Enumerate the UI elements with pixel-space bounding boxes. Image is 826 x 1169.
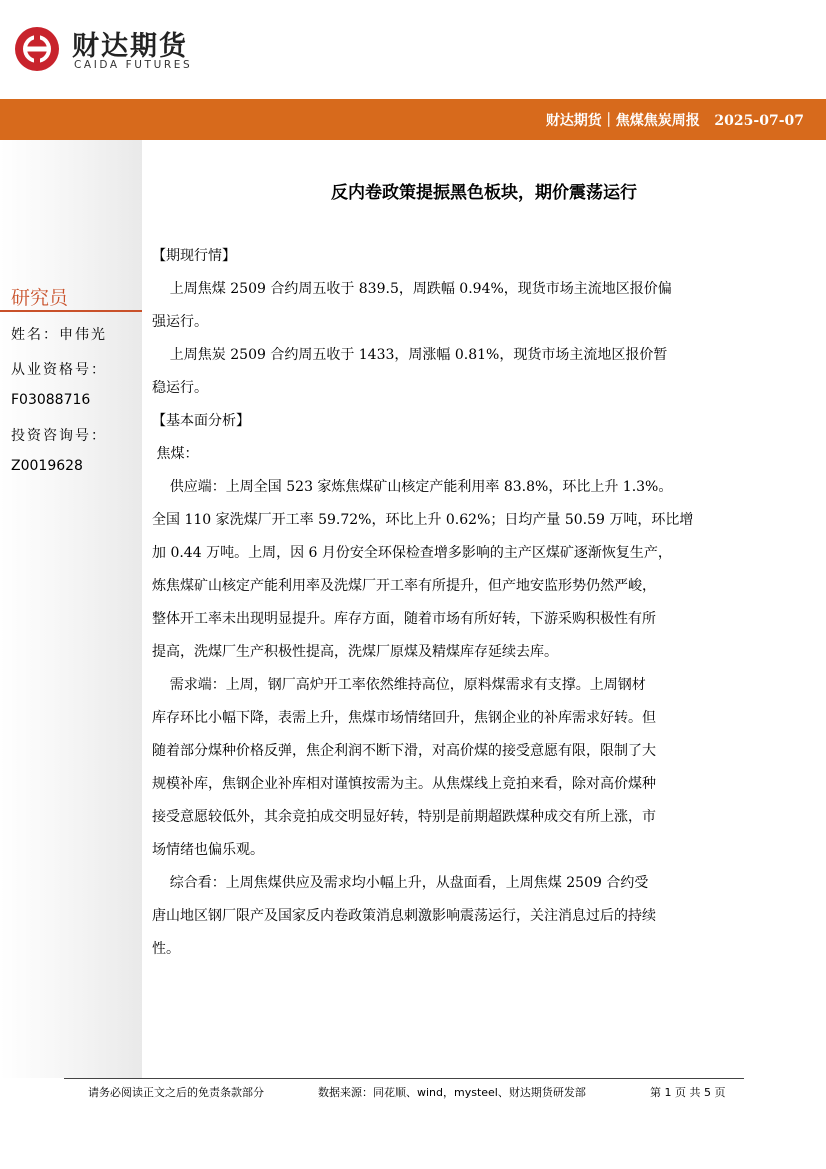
body-line: 场情绪也偏乐观。 <box>152 842 264 858</box>
logo-chinese-name: 财达期货 <box>72 31 188 62</box>
body-line: 稳运行。 <box>152 380 208 396</box>
researcher-sidebar <box>0 140 142 1078</box>
footer-divider <box>64 1078 744 1079</box>
company-logo <box>14 24 214 76</box>
report-title: 反内卷政策提振黑色板块，期价震荡运行 <box>331 183 637 203</box>
body-line: 上周焦煤 2509 合约周五收于 839.5，周跌幅 0.94%，现货市场主流地区报价偏 <box>152 281 672 297</box>
body-line: 上周焦炭 2509 合约周五收于 1433，周涨幅 0.81%，现货市场主流地区报价暂 <box>152 347 668 363</box>
body-line: 需求端：上周，钢厂高炉开工率依然维持高位，原料煤需求有支撑。上周钢材 <box>152 677 646 693</box>
body-line: 强运行。 <box>152 314 208 330</box>
researcher-name: 姓名：申伟光 <box>11 327 107 343</box>
footer-page-number: 第 1 页 共 5 页 <box>650 1086 726 1099</box>
body-line: 【基本面分析】 <box>152 413 250 429</box>
body-line: 提高，洗煤厂生产积极性提高，洗煤厂原煤及精煤库存延续去库。 <box>152 644 558 660</box>
caida-logo-icon <box>14 26 60 72</box>
body-line: 全国 110 家洗煤厂开工率 59.72%，环比上升 0.62%；日均产量 50.59 万吨，环比增 <box>152 512 694 528</box>
researcher-heading: 研究员 <box>11 287 69 309</box>
logo-english-name: CAIDA FUTURES <box>74 59 193 71</box>
body-line: 供应端：上周全国 523 家炼焦煤矿山核定产能利用率 83.8%，环比上升 1.3%。 <box>152 479 673 495</box>
footer-disclaimer: 请务必阅读正文之后的免责条款部分 <box>88 1086 264 1099</box>
investment-consulting-number: Z0019628 <box>11 458 83 474</box>
investment-consulting-label: 投资咨询号： <box>11 428 107 444</box>
body-line: 炼焦煤矿山核定产能利用率及洗煤厂开工率有所提升，但产地安监形势仍然严峻， <box>152 578 656 594</box>
body-line: 规模补库，焦钢企业补库相对谨慎按需为主。从焦煤线上竞拍来看，除对高价煤种 <box>152 776 656 792</box>
body-line: 焦煤： <box>152 446 199 462</box>
header-banner <box>0 99 826 140</box>
body-line: 唐山地区钢厂限产及国家反内卷政策消息刺激影响震荡运行，关注消息过后的持续 <box>152 908 656 924</box>
banner-text: 财达期货｜焦煤焦炭周报 2025-07-07 <box>545 113 804 129</box>
body-line: 随着部分煤种价格反弹，焦企利润不断下滑，对高价煤的接受意愿有限，限制了大 <box>152 743 656 759</box>
qualification-label: 从业资格号： <box>11 362 107 378</box>
body-line: 【期现行情】 <box>152 248 236 264</box>
body-line: 整体开工率未出现明显提升。库存方面，随着市场有所好转，下游采购积极性有所 <box>152 611 656 627</box>
body-line: 性。 <box>152 941 180 957</box>
footer-data-source: 数据来源：同花顺、wind，mysteel、财达期货研发部 <box>318 1086 586 1099</box>
report-body <box>152 240 744 966</box>
body-line: 库存环比小幅下降，表需上升，焦煤市场情绪回升，焦钢企业的补库需求好转。但 <box>152 710 656 726</box>
body-line: 接受意愿较低外，其余竞拍成交明显好转，特别是前期超跌煤种成交有所上涨，市 <box>152 809 656 825</box>
body-line: 综合看：上周焦煤供应及需求均小幅上升，从盘面看，上周焦煤 2509 合约受 <box>152 875 649 891</box>
body-line: 加 0.44 万吨。上周，因 6 月份安全环保检查增多影响的主产区煤矿逐渐恢复生产， <box>152 545 672 561</box>
qualification-number: F03088716 <box>11 392 91 408</box>
sidebar-divider <box>0 310 142 312</box>
